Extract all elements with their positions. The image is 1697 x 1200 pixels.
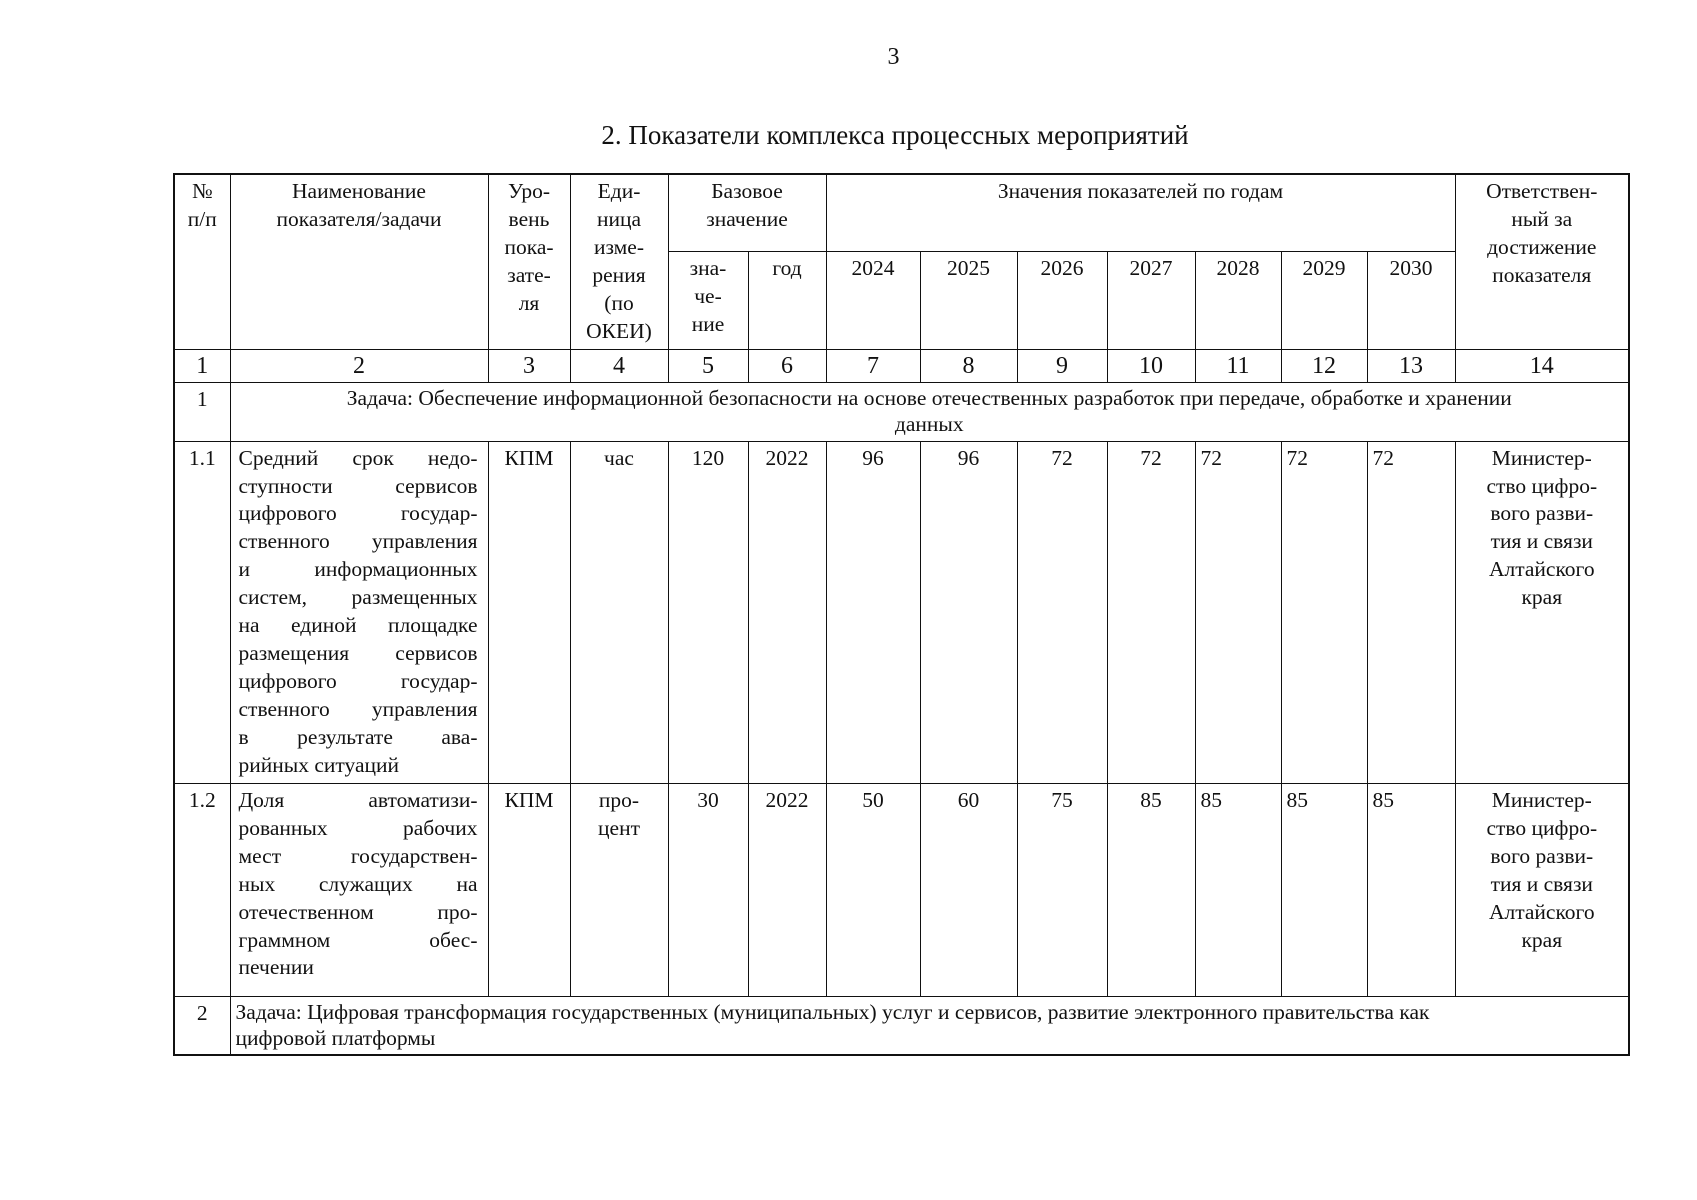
header-name: Наименование показателя/задачи: [230, 174, 488, 349]
header-base-value: зна- че- ние: [668, 251, 748, 349]
column-number: 1: [174, 349, 230, 382]
row-number: 1.2: [174, 783, 230, 996]
year-value: 85: [1195, 783, 1281, 996]
section-title: 2. Показатели комплекса процессных мероприятий: [601, 120, 1189, 150]
header-year: 2030: [1367, 251, 1455, 349]
header-year: 2029: [1281, 251, 1367, 349]
year-value: 96: [826, 441, 920, 783]
header-year: 2027: [1107, 251, 1195, 349]
year-value: 72: [1017, 441, 1107, 783]
year-value: 60: [920, 783, 1017, 996]
row-number: 1.1: [174, 441, 230, 783]
header-year: 2028: [1195, 251, 1281, 349]
task-row: [174, 996, 1629, 1055]
indicator-unit: про- цент: [570, 783, 668, 996]
header-year: 2025: [920, 251, 1017, 349]
header-row: [174, 174, 1629, 251]
indicator-unit: час: [570, 441, 668, 783]
column-numbers-row: [174, 349, 1629, 382]
base-value: 120: [668, 441, 748, 783]
task-number: 1: [174, 383, 230, 442]
header-values-by-year: Значения показателей по годам: [826, 174, 1455, 251]
year-value: 50: [826, 783, 920, 996]
header-level: Уро- вень пока- зате- ля: [488, 174, 570, 349]
column-number: 2: [230, 349, 488, 382]
column-number: 6: [748, 349, 826, 382]
column-number: 12: [1281, 349, 1367, 382]
year-value: 72: [1367, 441, 1455, 783]
indicator-level: КПМ: [488, 441, 570, 783]
table-row: [174, 441, 1629, 783]
base-year: 2022: [748, 783, 826, 996]
year-value: 96: [920, 441, 1017, 783]
responsible: Министер- ство цифро- вого разви- тия и связи Алтайского края: [1455, 441, 1629, 783]
header-unit: Еди- ница изме- рения (по ОКЕИ): [570, 174, 668, 349]
year-value: 72: [1195, 441, 1281, 783]
year-value: 75: [1017, 783, 1107, 996]
indicator-name: Средний срок недо- ступности сервисов цифрового государ- ственного управления и информационных систем, размещенных на единой площадке размещения сервисов цифрового государ- ственного управления в результате ава- рийных ситуаций: [230, 441, 488, 783]
responsible: Министер- ство цифро- вого разви- тия и связи Алтайского края: [1455, 783, 1629, 996]
task-text: Задача: Обеспечение информационной безопасности на основе отечественных разработок при передаче, обработке и хранении данных: [230, 383, 1629, 442]
column-number: 3: [488, 349, 570, 382]
indicators-table: [173, 173, 1630, 1056]
column-number: 9: [1017, 349, 1107, 382]
column-number: 10: [1107, 349, 1195, 382]
column-number: 8: [920, 349, 1017, 382]
year-value: 72: [1281, 441, 1367, 783]
year-value: 85: [1107, 783, 1195, 996]
task-text: Задача: Цифровая трансформация государственных (муниципальных) услуг и сервисов, развитие электронного правительства как цифровой платформы: [230, 996, 1629, 1055]
column-number: 14: [1455, 349, 1629, 382]
task-number: 2: [174, 996, 230, 1055]
year-value: 85: [1367, 783, 1455, 996]
header-base-year: год: [748, 251, 826, 349]
column-number: 11: [1195, 349, 1281, 382]
header-year: 2026: [1017, 251, 1107, 349]
year-value: 85: [1281, 783, 1367, 996]
table-row: [174, 783, 1629, 996]
column-number: 5: [668, 349, 748, 382]
year-value: 72: [1107, 441, 1195, 783]
indicator-name: Доля автоматизи- рованных рабочих мест государствен- ных служащих на отечественном про- граммном обес- печении: [230, 783, 488, 996]
column-number: 4: [570, 349, 668, 382]
indicator-level: КПМ: [488, 783, 570, 996]
task-row: [174, 383, 1629, 442]
header-base: Базовое значение: [668, 174, 826, 251]
column-number: 7: [826, 349, 920, 382]
base-year: 2022: [748, 441, 826, 783]
column-number: 13: [1367, 349, 1455, 382]
base-value: 30: [668, 783, 748, 996]
page-number: 3: [887, 44, 900, 70]
header-responsible: Ответствен- ный за достижение показателя: [1455, 174, 1629, 349]
header-year: 2024: [826, 251, 920, 349]
header-num: № п/п: [174, 174, 230, 349]
